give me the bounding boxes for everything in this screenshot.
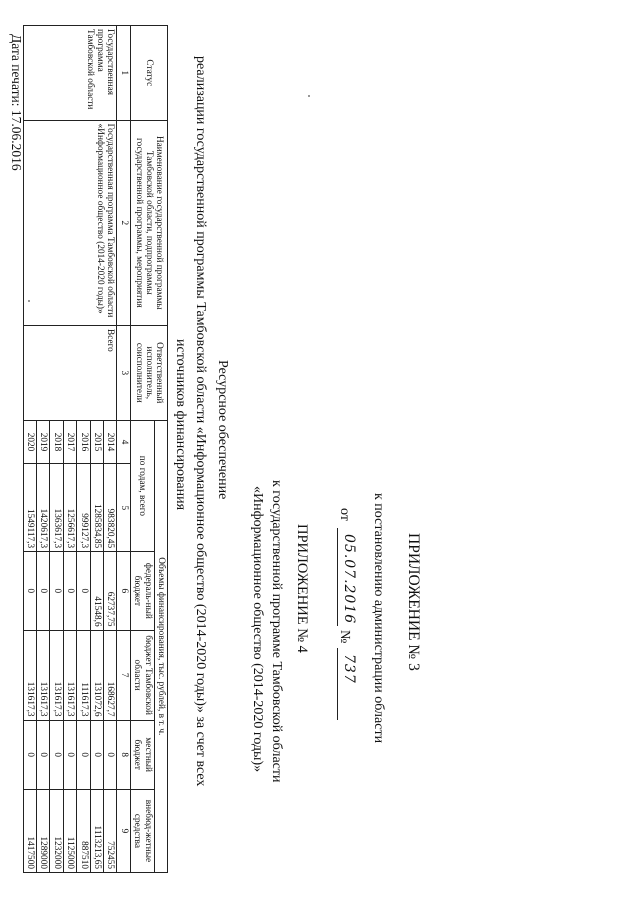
appendix3-title: ПРИЛОЖЕНИЕ № 3 xyxy=(405,533,422,671)
cell-regional: 111617,3 xyxy=(77,630,90,720)
appendix4-line1: к государственной программе Тамбовской области xyxy=(269,480,284,783)
header-volumes: Объемы финансирования, тыс. рублей, в т. ч. xyxy=(154,420,167,872)
cell-federal: 0 xyxy=(23,552,36,630)
cell-federal: 41548,6 xyxy=(90,552,103,630)
cell-total: 1285834,85 xyxy=(90,464,103,552)
cell-extra: 1289000 xyxy=(36,789,49,872)
cell-program-name: Государственная программа Тамбовской области «Информационное общество (2014-2020 годы)» xyxy=(23,120,117,325)
col-number: 7 xyxy=(117,630,130,720)
cell-federal: 0 xyxy=(63,552,76,630)
appendix3-number-label: № xyxy=(337,630,352,644)
cell-local: 0 xyxy=(23,720,36,789)
cell-year: 2017 xyxy=(63,420,76,464)
heading-line1: Ресурсное обеспечение xyxy=(215,360,230,500)
col-number: 6 xyxy=(117,552,130,630)
scan-speck xyxy=(28,300,30,302)
cell-total: 1256617,3 xyxy=(63,464,76,552)
cell-federal: 0 xyxy=(36,552,49,630)
cell-total: 1420617,3 xyxy=(36,464,49,552)
appendix3-date: 05.07.2016 xyxy=(341,534,357,625)
appendix3-number-underline xyxy=(337,648,338,720)
cell-regional: 131617,3 xyxy=(23,630,36,720)
table-row xyxy=(103,26,116,873)
header-name: Наименование государственной программы Тамбовской области, подпрограммы государственной программы, мероприятия xyxy=(130,120,167,325)
header-regional: бюджет Тамбовской области xyxy=(130,630,154,720)
table-header-row-1 xyxy=(154,26,167,873)
appendix4-line2: «Информационное общество (2014-2020 годы)» xyxy=(250,486,265,773)
cell-executor: Всего xyxy=(23,326,117,421)
header-federal: федераль-ный бюджет xyxy=(130,552,154,630)
cell-year: 2014 xyxy=(103,420,116,464)
cell-local: 0 xyxy=(77,720,90,789)
cell-local: 0 xyxy=(63,720,76,789)
header-extra: внебюд-жетные средства xyxy=(130,789,154,872)
print-date: Дата печати: 17.06.2016 xyxy=(9,34,24,171)
cell-total: 1363617,3 xyxy=(50,464,63,552)
table-number-row xyxy=(117,26,130,873)
col-number: 3 xyxy=(117,326,130,421)
cell-extra: 1125000 xyxy=(63,789,76,872)
cell-extra: 1113213,65 xyxy=(90,789,103,872)
col-number: 4 xyxy=(117,420,130,464)
cell-year: 2018 xyxy=(50,420,63,464)
header-local: местный бюджет xyxy=(130,720,154,789)
cell-year: 2020 xyxy=(23,420,36,464)
header-executor: Ответственный исполнитель, соисполнители xyxy=(130,326,167,421)
cell-year: 2016 xyxy=(77,420,90,464)
appendix3-number: 737 xyxy=(341,654,357,684)
cell-regional: 131617,3 xyxy=(50,630,63,720)
cell-total: 983820,45 xyxy=(103,464,116,552)
cell-federal: 62737,75 xyxy=(103,552,116,630)
cell-regional: 131617,3 xyxy=(36,630,49,720)
heading-line3: источников финансирования xyxy=(173,339,188,511)
col-number: 5 xyxy=(117,464,130,552)
header-status: Статус xyxy=(130,26,167,121)
cell-regional: 168627,7 xyxy=(103,630,116,720)
col-number: 2 xyxy=(117,120,130,325)
appendix3-date-underline xyxy=(337,528,338,626)
appendix3-line: к постановлению администрации области xyxy=(371,493,386,744)
cell-total: 1549117,3 xyxy=(23,464,36,552)
scan-speck xyxy=(308,95,310,97)
resource-table xyxy=(23,25,168,873)
cell-total: 999127,3 xyxy=(77,464,90,552)
cell-federal: 0 xyxy=(50,552,63,630)
cell-regional: 131617,3 xyxy=(63,630,76,720)
cell-extra: 752455 xyxy=(103,789,116,872)
appendix4-title-visible: ПРИЛОЖЕНИЕ № 4 xyxy=(294,524,310,653)
cell-extra: 1232000 xyxy=(50,789,63,872)
col-number: 9 xyxy=(117,789,130,872)
cell-local: 0 xyxy=(103,720,116,789)
cell-regional: 131072,6 xyxy=(90,630,103,720)
col-number: 1 xyxy=(117,26,130,121)
cell-year: 2015 xyxy=(90,420,103,464)
cell-status: Государственная программа Тамбовской области xyxy=(23,26,117,121)
header-total: по годам, всего xyxy=(130,420,154,552)
col-number: 8 xyxy=(117,720,130,789)
cell-year: 2019 xyxy=(36,420,49,464)
cell-extra: 887510 xyxy=(77,789,90,872)
cell-local: 0 xyxy=(50,720,63,789)
heading-line2: реализации государственной программы Тамбовской области «Информационное общество (2014-2020 годы)» за счет всех xyxy=(193,56,208,787)
cell-extra: 1417500 xyxy=(23,789,36,872)
cell-federal: 0 xyxy=(77,552,90,630)
cell-local: 0 xyxy=(90,720,103,789)
appendix3-from-label: от xyxy=(337,508,352,521)
cell-local: 0 xyxy=(36,720,49,789)
